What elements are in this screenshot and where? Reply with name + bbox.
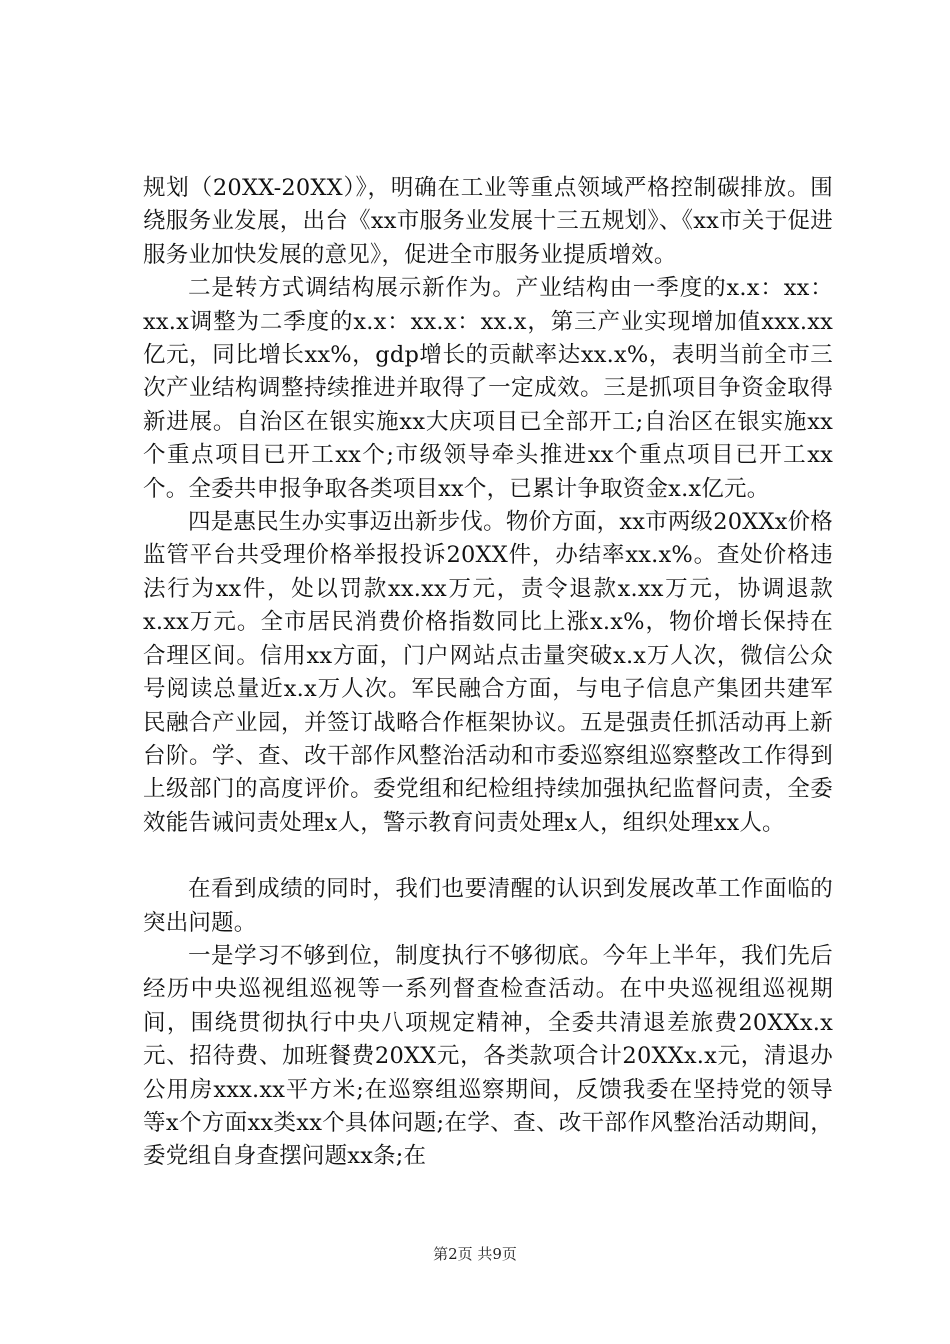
paragraph-spacer: [143, 840, 833, 873]
paragraph-continuation: 规划（20XX-20XX）》，明确在工业等重点领域严格控制碳排放。围绕服务业发展，出台《xx市服务业发展十三五规划》、《xx市关于促进服务业加快发展的意见》，促进全市服务业提质增效。: [143, 175, 833, 268]
paragraph-structure-adjustment: 二是转方式调结构展示新作为。产业结构由一季度的x.x：xx：xx.x调整为二季度的x.x：xx.x：xx.x，第三产业实现增加值xxx.xx亿元，同比增长xx%，gdp增长的贡献率达xx.x%，表明当前全市三次产业结构调整持续推进并取得了一定成效。三是抓项目争资金取得新进展。自治区在银实施xx大庆项目已全部开工;自治区在银实施xx个重点项目已开工xx个;市级领导牵头推进xx个重点项目已开工xx个。全委共申报争取各类项目xx个，已累计争取资金x.x亿元。: [143, 275, 833, 502]
paragraph-problems-intro: 在看到成绩的同时，我们也要清醒的认识到发展改革工作面临的突出问题。: [143, 876, 833, 936]
paragraph-livelihood: 四是惠民生办实事迈出新步伐。物价方面，xx市两级20XXx价格监管平台共受理价格举报投诉20XX件，办结率xx.x%。查处价格违法行为xx件，处以罚款xx.xx万元，责令退款x.xx万元，协调退款x.xx万元。全市居民消费价格指数同比上涨x.x%，物价增长保持在合理区间。信用xx方面，门户网站点击量突破x.x万人次，微信公众号阅读总量近x.x万人次。军民融合方面，与电子信息产集团共建军民融合产业园，并签订战略合作框架协议。五是强责任抓活动再上新台阶。学、查、改干部作风整治活动和市委巡察组巡察整改工作得到上级部门的高度评价。委党组和纪检组持续加强执纪监督问责，全委效能告诫问责处理x人，警示教育问责处理x人，组织处理xx人。: [143, 509, 833, 836]
page-number-footer: 第2页 共9页: [433, 1245, 517, 1263]
paragraph-problem-one: 一是学习不够到位，制度执行不够彻底。今年上半年，我们先后经历中央巡视组巡视等一系列督查检查活动。在中央巡视组巡视期间，围绕贯彻执行中央八项规定精神，全委共清退差旅费20XXx.x元、招待费、加班餐费20XX元，各类款项合计20XXx.x元，清退办公用房xxx.xx平方米;在巡察组巡察期间，反馈我委在坚持党的领导等x个方面xx类xx个具体问题;在学、查、改干部作风整治活动期间，委党组自身查摆问题xx条;在: [143, 942, 833, 1170]
document-body: [143, 172, 833, 1174]
